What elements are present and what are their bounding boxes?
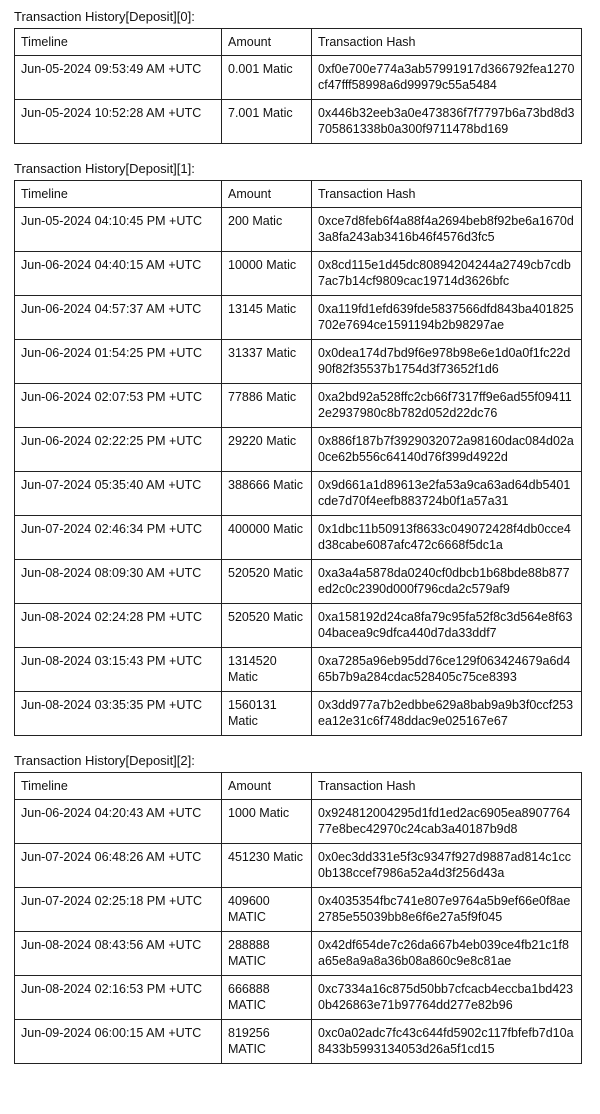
hash-cell: 0x1dbc11b50913f8633c049072428f4db0cce4d38cabe6087afc472c6668f5dc1a [312, 516, 582, 560]
timeline-cell: Jun-08-2024 03:35:35 PM +UTC [15, 692, 222, 736]
timeline-cell: Jun-06-2024 01:54:25 PM +UTC [15, 340, 222, 384]
hash-cell: 0xa3a4a5878da0240cf0dbcb1b68bde88b877ed2c0c2390d000f796cda2c579af9 [312, 560, 582, 604]
hash-cell: 0x924812004295d1fd1ed2ac6905ea890776477e8bec42970c24cab3a40187b9d8 [312, 800, 582, 844]
amount-cell: 451230 Matic [222, 844, 312, 888]
amount-cell: 520520 Matic [222, 604, 312, 648]
section-title: Transaction History[Deposit][0]: [14, 9, 195, 24]
table-header-row [15, 773, 582, 800]
transaction-table [14, 28, 582, 144]
hash-header: Transaction Hash [312, 181, 582, 208]
table-row [15, 384, 582, 428]
table-header-row [15, 29, 582, 56]
table-row [15, 1020, 582, 1064]
table-header-row [15, 181, 582, 208]
amount-header: Amount [222, 773, 312, 800]
hash-cell: 0x4035354fbc741e807e9764a5b9ef66e0f8ae2785e55039bb8e6f6e27a5f9f045 [312, 888, 582, 932]
timeline-cell: Jun-06-2024 04:40:15 AM +UTC [15, 252, 222, 296]
hash-cell: 0x0ec3dd331e5f3c9347f927d9887ad814c1cc0b138ccef7986a52a4d3f256d43a [312, 844, 582, 888]
transaction-table [14, 180, 582, 736]
timeline-header: Timeline [15, 29, 222, 56]
table-row [15, 560, 582, 604]
hash-cell: 0x446b32eeb3a0e473836f7f7797b6a73bd8d3705861338b0a300f9711478bd169 [312, 100, 582, 144]
amount-cell: 77886 Matic [222, 384, 312, 428]
table-row [15, 692, 582, 736]
section-title: Transaction History[Deposit][2]: [14, 753, 195, 768]
hash-cell: 0xc0a02adc7fc43c644fd5902c117fbfefb7d10a8433b5993134053d26a5f1cd15 [312, 1020, 582, 1064]
hash-cell: 0x0dea174d7bd9f6e978b98e6e1d0a0f1fc22d90f82f35537b1754d3f73652f1d6 [312, 340, 582, 384]
hash-cell: 0x3dd977a7b2edbbe629a8bab9a9b3f0ccf253ea12e31c6f748ddac9e025167e67 [312, 692, 582, 736]
timeline-cell: Jun-06-2024 02:22:25 PM +UTC [15, 428, 222, 472]
table-row [15, 296, 582, 340]
timeline-cell: Jun-07-2024 02:25:18 PM +UTC [15, 888, 222, 932]
amount-cell: 7.001 Matic [222, 100, 312, 144]
table-row [15, 472, 582, 516]
table-row [15, 516, 582, 560]
amount-cell: 1560131 Matic [222, 692, 312, 736]
amount-cell: 409600 MATIC [222, 888, 312, 932]
hash-cell: 0xce7d8feb6f4a88f4a2694beb8f92be6a1670d3a8fa243ab3416b46f4576d3fc5 [312, 208, 582, 252]
amount-cell: 13145 Matic [222, 296, 312, 340]
section-title: Transaction History[Deposit][1]: [14, 161, 195, 176]
amount-cell: 288888 MATIC [222, 932, 312, 976]
amount-header: Amount [222, 29, 312, 56]
timeline-cell: Jun-07-2024 05:35:40 AM +UTC [15, 472, 222, 516]
timeline-cell: Jun-05-2024 04:10:45 PM +UTC [15, 208, 222, 252]
table-row [15, 100, 582, 144]
hash-cell: 0x886f187b7f3929032072a98160dac084d02a0ce62b556c64140d76f399d4922d [312, 428, 582, 472]
table-row [15, 888, 582, 932]
timeline-header: Timeline [15, 773, 222, 800]
transaction-table [14, 772, 582, 1064]
hash-header: Transaction Hash [312, 773, 582, 800]
table-row [15, 648, 582, 692]
amount-cell: 10000 Matic [222, 252, 312, 296]
timeline-header: Timeline [15, 181, 222, 208]
hash-cell: 0xa119fd1efd639fde5837566dfd843ba401825702e7694ce1591194b2b98297ae [312, 296, 582, 340]
hash-cell: 0x9d661a1d89613e2fa53a9ca63ad64db5401cde7d70f4eefb883724b0f1a57a31 [312, 472, 582, 516]
deposit-section-0 [14, 8, 584, 144]
timeline-cell: Jun-07-2024 02:46:34 PM +UTC [15, 516, 222, 560]
hash-header: Transaction Hash [312, 29, 582, 56]
table-row [15, 932, 582, 976]
timeline-cell: Jun-06-2024 04:20:43 AM +UTC [15, 800, 222, 844]
table-row [15, 428, 582, 472]
timeline-cell: Jun-08-2024 02:24:28 PM +UTC [15, 604, 222, 648]
hash-cell: 0xa2bd92a528ffc2cb66f7317ff9e6ad55f094112e2937980c8b782d052d22dc76 [312, 384, 582, 428]
table-row [15, 844, 582, 888]
hash-cell: 0x8cd115e1d45dc80894204244a2749cb7cdb7ac7b14cf9809cac19714d3626bfc [312, 252, 582, 296]
timeline-cell: Jun-08-2024 03:15:43 PM +UTC [15, 648, 222, 692]
hash-cell: 0xc7334a16c875d50bb7cfcacb4eccba1bd4230b426863e71b97764dd277e82b96 [312, 976, 582, 1020]
amount-cell: 400000 Matic [222, 516, 312, 560]
amount-cell: 0.001 Matic [222, 56, 312, 100]
table-row [15, 800, 582, 844]
amount-cell: 388666 Matic [222, 472, 312, 516]
deposit-section-2 [14, 752, 584, 1064]
hash-cell: 0x42df654de7c26da667b4eb039ce4fb21c1f8a65e8a9a8a36b08a860c9e8c81ae [312, 932, 582, 976]
table-row [15, 604, 582, 648]
timeline-cell: Jun-05-2024 09:53:49 AM +UTC [15, 56, 222, 100]
amount-cell: 819256 MATIC [222, 1020, 312, 1064]
deposit-section-1 [14, 160, 584, 736]
timeline-cell: Jun-08-2024 08:09:30 AM +UTC [15, 560, 222, 604]
timeline-cell: Jun-08-2024 08:43:56 AM +UTC [15, 932, 222, 976]
table-row [15, 252, 582, 296]
hash-cell: 0xf0e700e774a3ab57991917d366792fea1270cf47fff58998a6d99979c55a5484 [312, 56, 582, 100]
table-row [15, 208, 582, 252]
amount-cell: 1314520 Matic [222, 648, 312, 692]
amount-cell: 29220 Matic [222, 428, 312, 472]
amount-cell: 31337 Matic [222, 340, 312, 384]
timeline-cell: Jun-09-2024 06:00:15 AM +UTC [15, 1020, 222, 1064]
timeline-cell: Jun-08-2024 02:16:53 PM +UTC [15, 976, 222, 1020]
table-row [15, 340, 582, 384]
hash-cell: 0xa158192d24ca8fa79c95fa52f8c3d564e8f6304bacea9c9dfca440d7da33ddf7 [312, 604, 582, 648]
amount-cell: 666888 MATIC [222, 976, 312, 1020]
amount-cell: 200 Matic [222, 208, 312, 252]
timeline-cell: Jun-07-2024 06:48:26 AM +UTC [15, 844, 222, 888]
amount-cell: 1000 Matic [222, 800, 312, 844]
table-row [15, 976, 582, 1020]
timeline-cell: Jun-06-2024 02:07:53 PM +UTC [15, 384, 222, 428]
timeline-cell: Jun-06-2024 04:57:37 AM +UTC [15, 296, 222, 340]
amount-header: Amount [222, 181, 312, 208]
hash-cell: 0xa7285a96eb95dd76ce129f063424679a6d465b7b9a284cdac528405c75ce8393 [312, 648, 582, 692]
timeline-cell: Jun-05-2024 10:52:28 AM +UTC [15, 100, 222, 144]
amount-cell: 520520 Matic [222, 560, 312, 604]
table-row [15, 56, 582, 100]
